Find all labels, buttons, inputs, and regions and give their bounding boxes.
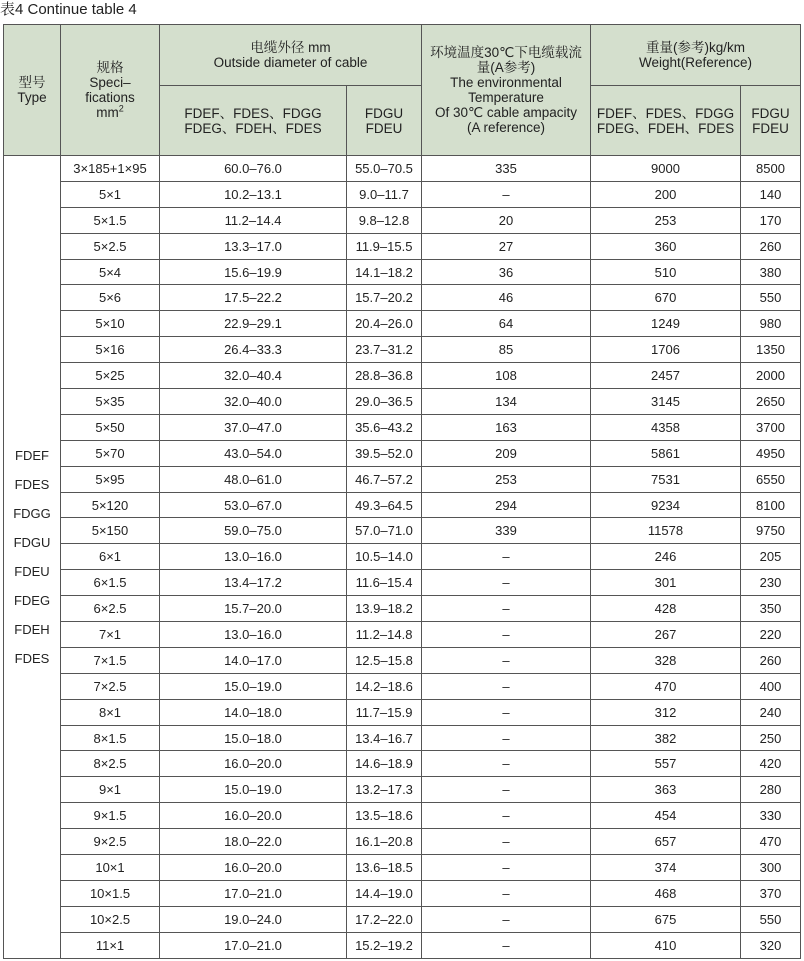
type-item: FDES: [14, 476, 50, 492]
weight-a-cell: 1249: [591, 311, 741, 337]
ampacity-cell: –: [422, 829, 591, 855]
spec-cell: 8×1.5: [61, 725, 160, 751]
weight-a-cell: 454: [591, 803, 741, 829]
od-a-cell: 17.5–22.2: [160, 285, 347, 311]
weight-a-cell: 200: [591, 181, 741, 207]
wt-subheader-a: [591, 86, 741, 156]
od-b-cell: 9.0–11.7: [347, 181, 422, 207]
ampacity-cell: –: [422, 544, 591, 570]
weight-b-cell: 240: [741, 699, 801, 725]
od-a-cell: 60.0–76.0: [160, 156, 347, 182]
weight-b-cell: 350: [741, 596, 801, 622]
od-a-cell: 15.7–20.0: [160, 596, 347, 622]
od-b-cell: 29.0–36.5: [347, 389, 422, 415]
table-row: [4, 233, 801, 259]
ampacity-cell: –: [422, 622, 591, 648]
od-b-cell: 13.6–18.5: [347, 855, 422, 881]
weight-b-cell: 1350: [741, 337, 801, 363]
ampacity-header: [422, 25, 591, 156]
weight-a-cell: 2457: [591, 363, 741, 389]
od-b-cell: 39.5–52.0: [347, 440, 422, 466]
spec-unit-text: mm: [96, 105, 119, 120]
table-row: [4, 492, 801, 518]
od-a-cell: 32.0–40.4: [160, 363, 347, 389]
table-row: [4, 725, 801, 751]
amp-header-5: Of 30℃ cable ampacity: [435, 105, 577, 120]
weight-b-cell: 4950: [741, 440, 801, 466]
ampacity-cell: –: [422, 751, 591, 777]
spec-cell: 5×50: [61, 414, 160, 440]
ampacity-cell: –: [422, 725, 591, 751]
od-subheader-b: [347, 86, 422, 156]
weight-b-cell: 250: [741, 725, 801, 751]
weight-b-cell: 6550: [741, 466, 801, 492]
od-a-cell: 48.0–61.0: [160, 466, 347, 492]
wt-sub-a-2: FDEG、FDEH、FDES: [596, 120, 735, 136]
od-sub-a-2: FDEG、FDEH、FDES: [184, 120, 322, 136]
od-a-cell: 17.0–21.0: [160, 932, 347, 958]
ampacity-cell: 339: [422, 518, 591, 544]
ampacity-cell: 134: [422, 389, 591, 415]
spec-cell: 7×2.5: [61, 673, 160, 699]
weight-b-cell: 230: [741, 570, 801, 596]
od-a-cell: 32.0–40.0: [160, 389, 347, 415]
amp-header-2: 量(A参考): [476, 60, 536, 75]
weight-a-cell: 657: [591, 829, 741, 855]
table-body: [4, 156, 801, 959]
weight-b-cell: 420: [741, 751, 801, 777]
ampacity-cell: –: [422, 570, 591, 596]
od-b-cell: 13.5–18.6: [347, 803, 422, 829]
spec-cell: 5×1: [61, 181, 160, 207]
table-row: [4, 363, 801, 389]
spec-cell: 5×10: [61, 311, 160, 337]
table-row: [4, 544, 801, 570]
spec-cell: 5×35: [61, 389, 160, 415]
od-a-cell: 26.4–33.3: [160, 337, 347, 363]
ampacity-cell: –: [422, 777, 591, 803]
od-a-cell: 11.2–14.4: [160, 207, 347, 233]
od-b-cell: 14.2–18.6: [347, 673, 422, 699]
od-b-cell: 16.1–20.8: [347, 829, 422, 855]
spec-cell: 5×95: [61, 466, 160, 492]
od-b-cell: 14.1–18.2: [347, 259, 422, 285]
table-row: [4, 518, 801, 544]
ampacity-cell: –: [422, 596, 591, 622]
table-row: [4, 311, 801, 337]
table-row: [4, 932, 801, 958]
spec-cell: 5×2.5: [61, 233, 160, 259]
od-a-cell: 13.3–17.0: [160, 233, 347, 259]
od-a-cell: 16.0–20.0: [160, 855, 347, 881]
type-item: FDEF: [15, 447, 49, 463]
ampacity-cell: –: [422, 880, 591, 906]
type-item: FDEG: [13, 592, 51, 608]
od-b-cell: 23.7–31.2: [347, 337, 422, 363]
weight-b-cell: 260: [741, 647, 801, 673]
od-sub-b-1: FDGU: [364, 105, 404, 121]
ampacity-cell: 163: [422, 414, 591, 440]
od-sub-a-1: FDEF、FDES、FDGG: [184, 105, 322, 121]
table-row: [4, 337, 801, 363]
spec-cell: 10×2.5: [61, 906, 160, 932]
amp-header-6: (A reference): [466, 120, 546, 135]
weight-b-cell: 320: [741, 932, 801, 958]
spec-cell: 5×70: [61, 440, 160, 466]
spec-cell: 5×25: [61, 363, 160, 389]
od-a-cell: 19.0–24.0: [160, 906, 347, 932]
weight-a-cell: 5861: [591, 440, 741, 466]
weight-header: [591, 25, 801, 86]
ampacity-cell: 64: [422, 311, 591, 337]
spec-header: [61, 25, 160, 156]
wt-subheader-b: [741, 86, 801, 156]
od-a-cell: 14.0–17.0: [160, 647, 347, 673]
table-row: [4, 596, 801, 622]
type-item: FDGG: [13, 505, 51, 521]
weight-a-cell: 470: [591, 673, 741, 699]
weight-b-cell: 380: [741, 259, 801, 285]
table-row: [4, 466, 801, 492]
weight-a-cell: 557: [591, 751, 741, 777]
type-header: [4, 25, 61, 156]
table-row: [4, 259, 801, 285]
od-header-cn: 电缆外径 mm: [250, 40, 331, 55]
table-row: [4, 751, 801, 777]
table-row: [4, 855, 801, 881]
table-row: [4, 622, 801, 648]
od-b-cell: 9.8–12.8: [347, 207, 422, 233]
od-a-cell: 18.0–22.0: [160, 829, 347, 855]
spec-header-unit: [61, 105, 159, 120]
ampacity-cell: 253: [422, 466, 591, 492]
weight-b-cell: 980: [741, 311, 801, 337]
ampacity-cell: 335: [422, 156, 591, 182]
spec-cell: 6×1.5: [61, 570, 160, 596]
od-a-cell: 13.4–17.2: [160, 570, 347, 596]
weight-a-cell: 382: [591, 725, 741, 751]
od-a-cell: 13.0–16.0: [160, 544, 347, 570]
table-row: [4, 699, 801, 725]
type-list: [4, 441, 60, 673]
weight-a-cell: 7531: [591, 466, 741, 492]
table-row: [4, 285, 801, 311]
weight-a-cell: 9000: [591, 156, 741, 182]
weight-a-cell: 410: [591, 932, 741, 958]
od-b-cell: 13.4–16.7: [347, 725, 422, 751]
weight-a-cell: 374: [591, 855, 741, 881]
od-a-cell: 15.0–18.0: [160, 725, 347, 751]
od-a-cell: 15.6–19.9: [160, 259, 347, 285]
weight-a-cell: 468: [591, 880, 741, 906]
weight-b-cell: 2000: [741, 363, 801, 389]
od-b-cell: 17.2–22.0: [347, 906, 422, 932]
ampacity-cell: –: [422, 673, 591, 699]
weight-b-cell: 3700: [741, 414, 801, 440]
weight-b-cell: 330: [741, 803, 801, 829]
ampacity-cell: 85: [422, 337, 591, 363]
weight-b-cell: 2650: [741, 389, 801, 415]
type-header-en: Type: [17, 90, 47, 105]
weight-a-cell: 510: [591, 259, 741, 285]
table-row: [4, 647, 801, 673]
spec-cell: 9×1: [61, 777, 160, 803]
spec-cell: 6×1: [61, 544, 160, 570]
weight-a-cell: 1706: [591, 337, 741, 363]
od-sub-b-2: FDEU: [365, 120, 403, 136]
od-b-cell: 10.5–14.0: [347, 544, 422, 570]
weight-b-cell: 205: [741, 544, 801, 570]
wt-sub-b-2: FDEU: [752, 120, 789, 136]
weight-a-cell: 360: [591, 233, 741, 259]
spec-cell: 9×2.5: [61, 829, 160, 855]
type-cell: [4, 156, 61, 959]
weight-b-cell: 220: [741, 622, 801, 648]
table-row: [4, 777, 801, 803]
table-row: [4, 829, 801, 855]
cable-spec-table: [3, 24, 801, 959]
weight-b-cell: 260: [741, 233, 801, 259]
spec-cell: 7×1.5: [61, 647, 160, 673]
od-a-cell: 14.0–18.0: [160, 699, 347, 725]
spec-cell: 5×150: [61, 518, 160, 544]
weight-a-cell: 428: [591, 596, 741, 622]
table-row: [4, 803, 801, 829]
od-b-cell: 11.2–14.8: [347, 622, 422, 648]
amp-header-4: Temperature: [468, 90, 544, 105]
table-row: [4, 414, 801, 440]
weight-b-cell: 140: [741, 181, 801, 207]
weight-a-cell: 246: [591, 544, 741, 570]
spec-cell: 8×2.5: [61, 751, 160, 777]
ampacity-cell: –: [422, 647, 591, 673]
spec-cell: 5×1.5: [61, 207, 160, 233]
weight-a-cell: 3145: [591, 389, 741, 415]
wt-sub-b-1: FDGU: [751, 105, 790, 121]
weight-b-cell: 8100: [741, 492, 801, 518]
ampacity-cell: 27: [422, 233, 591, 259]
table-caption: 表4 Continue table 4: [0, 1, 137, 18]
ampacity-cell: 209: [422, 440, 591, 466]
od-a-cell: 13.0–16.0: [160, 622, 347, 648]
spec-cell: 9×1.5: [61, 803, 160, 829]
od-b-cell: 57.0–71.0: [347, 518, 422, 544]
table-header: [4, 25, 801, 156]
table-row: [4, 673, 801, 699]
weight-a-cell: 11578: [591, 518, 741, 544]
ampacity-cell: 46: [422, 285, 591, 311]
amp-header-1: 环境温度30℃下电缆载流: [430, 45, 582, 60]
ampacity-cell: –: [422, 803, 591, 829]
ampacity-cell: –: [422, 181, 591, 207]
spec-cell: 3×185+1×95: [61, 156, 160, 182]
table-row: [4, 156, 801, 182]
od-b-cell: 15.7–20.2: [347, 285, 422, 311]
spec-cell: 5×16: [61, 337, 160, 363]
od-b-cell: 13.9–18.2: [347, 596, 422, 622]
od-a-cell: 10.2–13.1: [160, 181, 347, 207]
weight-b-cell: 280: [741, 777, 801, 803]
table-row: [4, 570, 801, 596]
od-b-cell: 11.7–15.9: [347, 699, 422, 725]
table-row: [4, 906, 801, 932]
ampacity-cell: 20: [422, 207, 591, 233]
od-a-cell: 16.0–20.0: [160, 751, 347, 777]
spec-cell: 10×1: [61, 855, 160, 881]
ampacity-cell: 36: [422, 259, 591, 285]
wt-sub-a-1: FDEF、FDES、FDGG: [596, 105, 735, 121]
od-a-cell: 22.9–29.1: [160, 311, 347, 337]
ampacity-cell: 108: [422, 363, 591, 389]
weight-a-cell: 363: [591, 777, 741, 803]
od-b-cell: 49.3–64.5: [347, 492, 422, 518]
table-row: [4, 880, 801, 906]
od-b-cell: 11.9–15.5: [347, 233, 422, 259]
od-b-cell: 46.7–57.2: [347, 466, 422, 492]
weight-b-cell: 550: [741, 906, 801, 932]
od-b-cell: 11.6–15.4: [347, 570, 422, 596]
weight-a-cell: 253: [591, 207, 741, 233]
ampacity-cell: –: [422, 699, 591, 725]
spec-cell: 5×6: [61, 285, 160, 311]
od-a-cell: 17.0–21.0: [160, 880, 347, 906]
weight-a-cell: 9234: [591, 492, 741, 518]
weight-a-cell: 312: [591, 699, 741, 725]
od-a-cell: 59.0–75.0: [160, 518, 347, 544]
spec-cell: 11×1: [61, 932, 160, 958]
outside-diameter-header: [160, 25, 422, 86]
ampacity-cell: –: [422, 932, 591, 958]
od-b-cell: 15.2–19.2: [347, 932, 422, 958]
ampacity-cell: 294: [422, 492, 591, 518]
table-row: [4, 207, 801, 233]
type-item: FDEH: [14, 621, 50, 637]
od-header-en: Outside diameter of cable: [213, 55, 368, 70]
spec-cell: 10×1.5: [61, 880, 160, 906]
spec-header-en-2: fications: [85, 90, 135, 105]
od-b-cell: 14.4–19.0: [347, 880, 422, 906]
od-b-cell: 12.5–15.8: [347, 647, 422, 673]
ampacity-cell: –: [422, 855, 591, 881]
table-row: [4, 181, 801, 207]
spec-cell: 5×120: [61, 492, 160, 518]
ampacity-cell: –: [422, 906, 591, 932]
od-b-cell: 20.4–26.0: [347, 311, 422, 337]
od-a-cell: 37.0–47.0: [160, 414, 347, 440]
weight-b-cell: 9750: [741, 518, 801, 544]
weight-a-cell: 301: [591, 570, 741, 596]
weight-b-cell: 8500: [741, 156, 801, 182]
type-item: FDGU: [13, 534, 51, 550]
weight-b-cell: 170: [741, 207, 801, 233]
od-b-cell: 55.0–70.5: [347, 156, 422, 182]
od-a-cell: 15.0–19.0: [160, 777, 347, 803]
type-item: FDES: [14, 650, 50, 666]
table-row: [4, 440, 801, 466]
od-a-cell: 43.0–54.0: [160, 440, 347, 466]
weight-a-cell: 4358: [591, 414, 741, 440]
spec-cell: 5×4: [61, 259, 160, 285]
spec-header-en-1: Speci–: [89, 75, 131, 90]
type-item: FDEU: [14, 563, 50, 579]
wt-header-2: Weight(Reference): [638, 55, 753, 70]
weight-a-cell: 267: [591, 622, 741, 648]
weight-b-cell: 400: [741, 673, 801, 699]
amp-header-3: The environmental: [450, 75, 562, 90]
od-b-cell: 14.6–18.9: [347, 751, 422, 777]
od-b-cell: 35.6–43.2: [347, 414, 422, 440]
spec-unit-sup: 2: [118, 103, 124, 114]
spec-cell: 6×2.5: [61, 596, 160, 622]
type-header-cn: 型号: [18, 75, 46, 90]
od-subheader-a: [160, 86, 347, 156]
od-b-cell: 28.8–36.8: [347, 363, 422, 389]
spec-cell: 8×1: [61, 699, 160, 725]
spec-cell: 7×1: [61, 622, 160, 648]
weight-a-cell: 328: [591, 647, 741, 673]
od-b-cell: 13.2–17.3: [347, 777, 422, 803]
weight-b-cell: 300: [741, 855, 801, 881]
weight-b-cell: 470: [741, 829, 801, 855]
od-a-cell: 53.0–67.0: [160, 492, 347, 518]
weight-b-cell: 370: [741, 880, 801, 906]
weight-a-cell: 675: [591, 906, 741, 932]
od-a-cell: 15.0–19.0: [160, 673, 347, 699]
weight-b-cell: 550: [741, 285, 801, 311]
table-row: [4, 389, 801, 415]
spec-header-cn: 规格: [96, 60, 124, 75]
weight-a-cell: 670: [591, 285, 741, 311]
wt-header-1: 重量(参考)kg/km: [646, 40, 745, 55]
od-a-cell: 16.0–20.0: [160, 803, 347, 829]
